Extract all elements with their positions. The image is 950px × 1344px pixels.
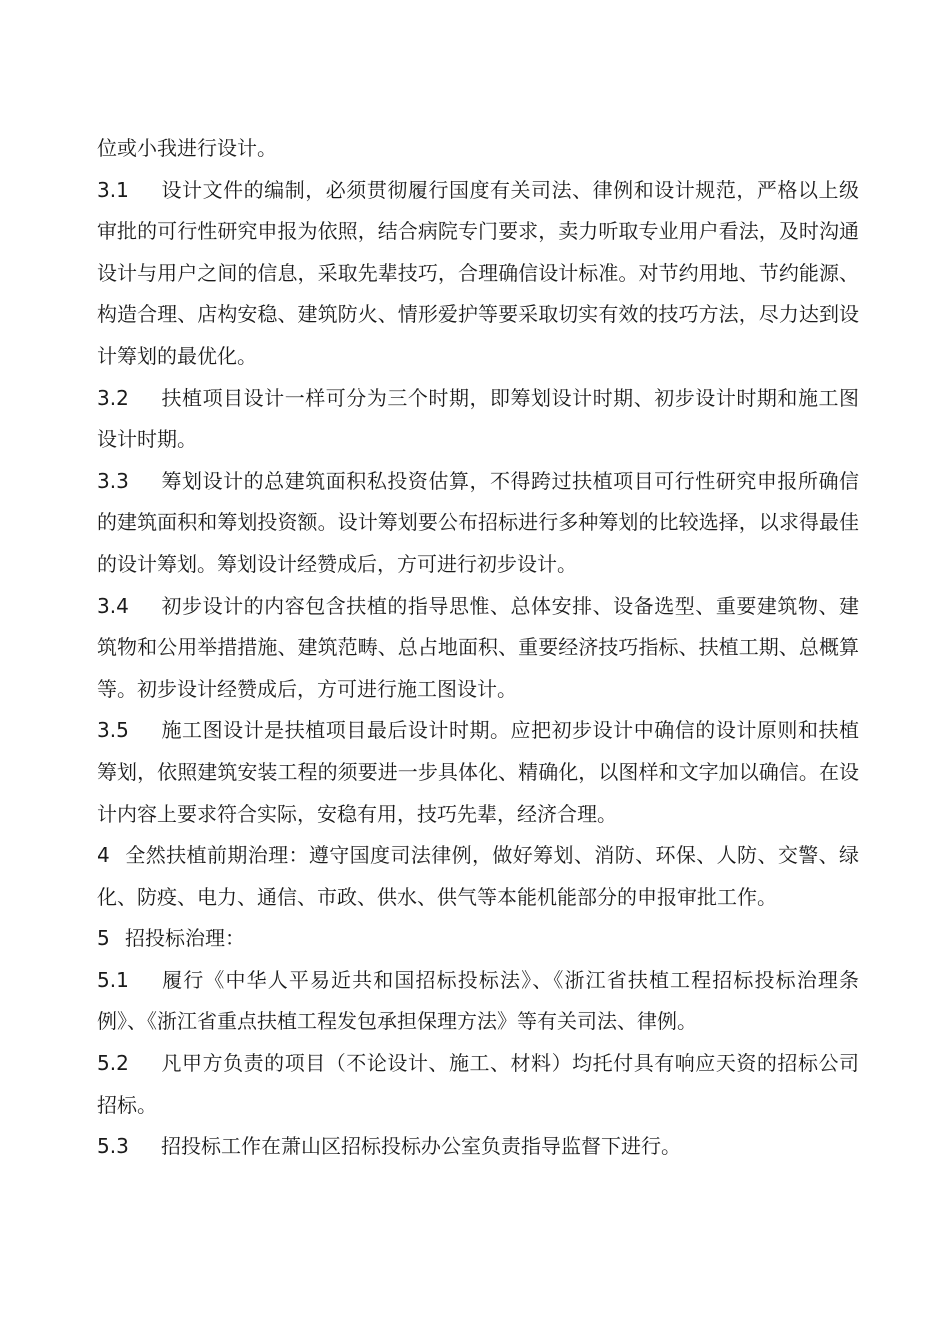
paragraph-text: 履行《中华人平易近共和国招标投标法》、《浙江省扶植工程招标投标治理条例》、《浙江省重点扶植工程发包承担保理方法》等有关司法、律例。 xyxy=(97,967,859,1034)
paragraph-3-4 xyxy=(97,586,859,711)
section-number: 5 xyxy=(97,926,110,951)
section-number: 3.5 xyxy=(97,718,129,743)
section-number: 3.3 xyxy=(97,468,129,493)
paragraph-5-2 xyxy=(97,1043,859,1126)
section-number: 3.4 xyxy=(97,593,129,618)
section-number: 3.1 xyxy=(97,177,129,202)
paragraph-text: 招投标治理： xyxy=(125,926,245,951)
paragraph-text: 筹划设计的总建筑面积私投资估算，不得跨过扶植项目可行性研究申报所确信的建筑面积和筹划投资额。设计筹划要公布招标进行多种筹划的比较选择，以求得最佳的设计筹划。筹划设计经赞成后，方可进行初步设计。 xyxy=(97,468,859,576)
document-body xyxy=(97,128,859,1168)
section-number: 4 xyxy=(97,843,110,868)
section-number: 5.3 xyxy=(97,1134,129,1159)
paragraph-text: 设计文件的编制，必须贯彻履行国度有关司法、律例和设计规范，严格以上级审批的可行性研究申报为依照，结合病院专门要求，卖力听取专业用户看法，及时沟通设计与用户之间的信息，采取先辈技巧，合理确信设计标准。对节约用地、节约能源、构造合理、店构安稳、建筑防火、情形爱护等要采取切实有效的技巧方法，尽力达到设计筹划的最优化。 xyxy=(97,177,859,368)
paragraph-text: 初步设计的内容包含扶植的指导思惟、总体安排、设备选型、重要建筑物、建筑物和公用举措措施、建筑范畴、总占地面积、重要经济技巧指标、扶植工期、总概算等。初步设计经赞成后，方可进行施工图设计。 xyxy=(97,593,859,701)
paragraph-5 xyxy=(97,918,859,960)
paragraph-text: 凡甲方负责的项目（不论设计、施工、材料）均托付具有响应天资的招标公司招标。 xyxy=(97,1051,859,1117)
paragraph-5-3 xyxy=(97,1126,859,1168)
paragraph-3-2 xyxy=(97,378,859,461)
paragraph-3-5 xyxy=(97,710,859,835)
paragraph-continuation: 位或小我进行设计。 xyxy=(97,136,277,160)
section-number: 5.1 xyxy=(97,967,129,992)
paragraph-3-3 xyxy=(97,461,859,586)
paragraph-text: 招投标工作在萧山区招标投标办公室负责指导监督下进行。 xyxy=(161,1134,681,1159)
paragraph-4 xyxy=(97,835,859,918)
paragraph-text: 施工图设计是扶植项目最后设计时期。应把初步设计中确信的设计原则和扶植筹划，依照建筑安装工程的须要进一步具体化、精确化，以图样和文字加以确信。在设计内容上要求符合实际，安稳有用，技巧先辈，经济合理。 xyxy=(97,718,859,826)
paragraph-text: 全然扶植前期治理：遵守国度司法律例，做好筹划、消防、环保、人防、交警、绿化、防疫、电力、通信、市政、供水、供气等本能机能部分的申报审批工作。 xyxy=(97,843,859,909)
paragraph-3-1 xyxy=(97,170,859,378)
paragraph-text: 扶植项目设计一样可分为三个时期，即筹划设计时期、初步设计时期和施工图设计时期。 xyxy=(97,385,859,452)
section-number: 5.2 xyxy=(97,1051,129,1076)
section-number: 3.2 xyxy=(97,385,129,410)
paragraph-5-1 xyxy=(97,960,859,1043)
